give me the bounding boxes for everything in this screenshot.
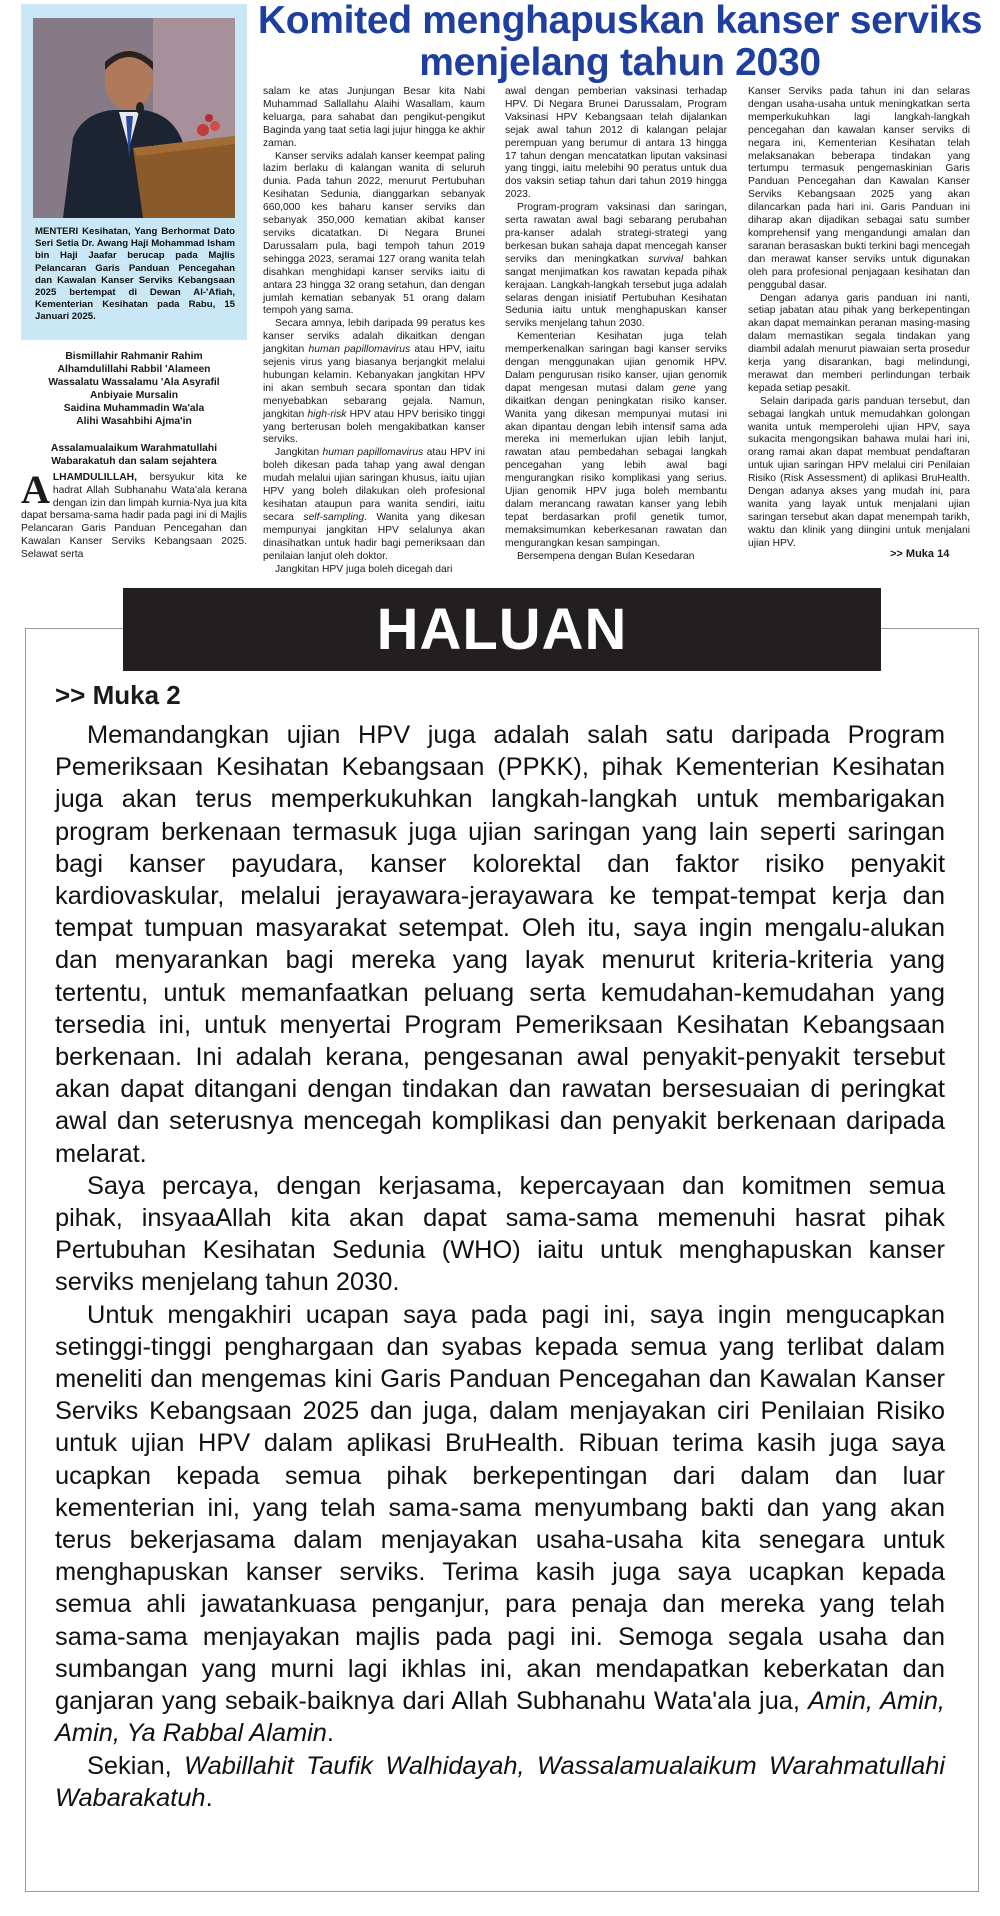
minister-photo — [33, 18, 235, 218]
text-run: . — [326, 1719, 334, 1748]
text-run: Untuk mengakhiri ucapan saya pada pagi ini, saya ingin mengucapkan setinggi-tinggi penghargaan dan syabas kepada semua yang terlibat dalam meneliti dan mengemas kini Garis Panduan Pencegahan dan Kawalan Kanser Serviks Kebangsaan 2025 dan juga, dalam menjayakan ciri Penilaian Risiko untuk ujian HPV dalam aplikasi BruHealth. Ribuan terima kasih juga saya ucapkan kepada semua pihak berkepentingan dari dalam dan luar kementerian ini, yang telah sama-sama menyumbang bakti dan yang akan terus bekerjasama dalam menjayakan usaha-usaha kita senegara untuk menghapuskan kanser serviks. Terima kasih juga saya ucapkan kepada semua ahli jawatankuasa penganjur, para penaja dan mereka yang telah sama-sama menjayakan majlis pada pagi ini. Semoga segala usaha dan sumbangan yang murni lagi ikhlas ini, akan mendapatkan keberkatan dan ganjaran yang sebaik-baiknya dari Allah Subhanahu Wata'ala jua, — [55, 1300, 945, 1716]
article-top — [0, 0, 1000, 575]
text-run: atau HPV, iaitu sejenis virus yang biasanya berjangkit melalui hubungan kelamin. Kebanyakan jangkitan HPV ini akan sembuh secara spontan dan tidak menyebabkan sebarang gejala. Namun, jangkitan — [263, 344, 485, 420]
paragraph: Bersempena dengan Bulan Kesedaran — [517, 550, 695, 562]
paragraph — [263, 447, 485, 563]
paragraph: salam ke atas Junjungan Besar kita Nabi Muhammad Sallallahu Alaihi Wasallam, kaum keluarga, para sahabat dan pengikut-pengikut Baginda yang taat setia lagi jujur hingga ke akhir zaman. — [263, 86, 485, 149]
text-run: . Wanita yang dikesan mempunyai jangkitan HPV selalunya akan dinasihatkan untuk hadir bagi pemeriksaan dan penilaian lanjut oleh doktor. — [263, 511, 485, 562]
salam-line: Wabarakatuh dan salam sejahtera — [51, 456, 217, 467]
italic-term: human papillomavirus — [322, 447, 424, 459]
lead-word: LHAMDULILLAH, — [52, 472, 137, 483]
continued-from-label: >> Muka 2 — [55, 680, 181, 710]
text-run: HPV atau HPV berisiko tinggi yang berterusan boleh mengakibatkan kanser serviks. — [263, 408, 485, 446]
greeting-line: Alihi Wasahbihi Ajma'in — [76, 416, 192, 427]
section-banner: HALUAN — [123, 588, 881, 671]
drop-cap: A — [21, 467, 50, 512]
opening-greeting — [21, 350, 247, 468]
greeting-line: Alhamdulillahi Rabbil 'Alameen — [57, 364, 211, 375]
text-run: Jangkitan — [275, 447, 323, 459]
continued-article-text — [55, 719, 945, 1814]
paragraph: Saya percaya, dengan kerjasama, kepercayaan dan komitmen semua pihak, insyaaAllah kita akan dapat sama-sama memenuhi hasrat pihak Pertubuhan Kesihatan Sedunia (WHO) iaitu untuk menghapuskan kanser serviks menjelang tahun 2030. — [55, 1171, 945, 1297]
photo-panel — [21, 4, 247, 340]
paragraph: Dengan adanya garis panduan ini nanti, setiap jabatan atau pihak yang berkepentingan akan dapat memainkan peranan masing-masing dalam memastikan segala tindakan yang diambil adalah menurut piawaian serta prosedur kerja yang disarankan, bagi melindungi, merawat dan memberi perlindungan terbaik kepada setiap pesakit. — [748, 292, 970, 394]
text-run: Program-program vaksinasi dan saringan, serta rawatan awal bagi sebarang perubahan pra-kanser adalah strategi-strategi yang berkesan bukan sahaja dapat mencegah kanser serviks dan meningkatkan — [505, 202, 727, 265]
greeting-line: Bismillahir Rahmanir Rahim — [65, 351, 203, 362]
greeting-line: Saidina Muhammadin Wa'ala — [63, 403, 205, 414]
photo-caption: MENTERI Kesihatan, Yang Berhormat Dato Seri Setia Dr. Awang Haji Mohammad Isham bin Haji Jaafar berucap pada Majlis Pelancaran Garis Panduan Pencegahan dan Kawalan Kanser Serviks Kebangsaan 2025 bertempat di Dewan Al-'Afiah, Kementerian Kesihatan pada Rabu, 15 Januari 2025. — [35, 226, 235, 323]
text-run: Kementerian Kesihatan juga telah memperkenalkan saringan bagi kanser serviks dengan menggunakan ujian genomik HPV. Dalam pengurusan risiko kanser, ujian genomik dapat mengesan mutasi dalam — [505, 331, 727, 394]
greeting-line: Anbiyaie Mursalin — [89, 390, 179, 401]
paragraph-text: bersyukur kita ke hadrat Allah Subhanahu Wata'ala kerana dengan izin dan limpah kurnia-Nya jua kita dapat bersama-sama hadir pada pagi ini di Majlis Pelancaran Garis Panduan Pencegahan dan Kawalan Kanser Serviks Kebangsaan 2025. Selawat serta — [21, 472, 247, 560]
text-run: Sekian, — [87, 1751, 185, 1780]
paragraph: Selain daripada garis panduan tersebut, dan sebagai langkah untuk memudahkan golongan wanita untuk memperolehi ujian HPV, saya sukacita mengongsikan bahawa mulai hari ini, orang ramai akan dapat membuat pendaftaran untuk ujian saringan HPV melalui ciri Penilaian Risiko (Risk Assessment) di aplikasi BruHealth. Dengan adanya akses yang mudah ini, para wanita yang layak untuk menjalani ujian saringan tersebut akan dapat menempah tarikh, waktu dan klinik yang diingini untuk menjalani ujian HPV. — [748, 395, 970, 549]
italic-term: gene — [672, 382, 696, 394]
paragraph: Memandangkan ujian HPV juga adalah salah satu daripada Program Pemeriksaan Kesihatan Kebangsaan (PPKK), pihak Kementerian Kesihatan juga akan terus memperkukuhkan langkah-langkah untuk membarigakan program berkenaan termasuk juga ujian saringan yang lain seperti saringan bagi kanser payudara, kanser kolorektal dan faktor risiko penyakit kardiovaskular, melalui jerayawara-jerayawara ke tempat-tempat kerja dan tempat tumpuan masyarakat setempat. Oleh itu, saya ingin mengalu-alukan dan menyarankan bagi mereka yang layak menurut kriteria-kriteria yang tertentu, untuk memanfaatkan peluang serta kemudahan-kemudahan yang tersedia ini, untuk menyertai Program Pemeriksaan Kesihatan Kebangsaan berkenaan. Ini adalah kerana, pengesanan awal penyakit-penyakit tersebut akan dapat ditangani dengan tindakan dan rawatan bersesuaian di peringkat awal dan seterusnya mencegah komplikasi dan penyakit berkenaan daripada melarat. — [55, 721, 945, 1168]
text-run: yang dikaitkan dengan peningkatan risiko kanser. Wanita yang dikesan mempunyai mutasi ini akan dipantau dengan lebih intensif sama ada mereka ini memerlukan ujian lebih lanjut, rawatan atau pembedahan sebagai langkah pencegahan yang lebih awal bagi mengurangkan risiko komplikasi yang serius. Ujian genomik HPV juga boleh membantu dalam merancang rawatan kanser yang lebih tepat berdasarkan profil genetik tumor, memaksimumkan keberkesanan rawatan dan mengurangkan kesan sampingan. — [505, 382, 727, 549]
paragraph: Kanser Serviks pada tahun ini dan selaras dengan usaha-usaha untuk meningkatkan serta memperkukuhkan lagi langkah-langkah pencegahan dan kawalan kanser serviks di negara ini, Kementerian Kesihatan telah melaksanakan beberapa tindakan yang tertumpu termasuk pengemaskinian Garis Panduan Pencegahan dan Kawalan Kanser Serviks Kebangsaan 2025 yang akan dilancarkan pada hari ini. Garis Panduan ini diharap akan dijadikan sebagai satu sumber komprehensif yang mengandungi amalan dan saranan berasaskan bukti terkini bagi mencegah dan merawat kanser serviks untuk digunakan oleh para profesional penjagaan kesihatan dan penggubal dasar. — [748, 86, 970, 291]
headline: Komited menghapuskan kanser serviks menjelang tahun 2030 — [257, 0, 983, 84]
text-run: . — [205, 1783, 213, 1812]
paragraph — [55, 1750, 945, 1814]
greeting-line: Wassalatu Wassalamu 'Ala Asyrafil — [48, 377, 220, 388]
salam-line: Assalamualaikum Warahmatullahi — [50, 443, 218, 454]
text-run: atau HPV ini boleh dikesan pada tahap yang awal dengan mudah melalui ujian saringan khusus, iaitu ujian HPV yang boleh dilakukan oleh profesional kesihatan ataupun para wanita sendiri, iaitu secara — [263, 447, 485, 523]
paragraph: awal dengan pemberian vaksinasi terhadap HPV. Di Negara Brunei Darussalam, Program Vaksinasi HPV Kebangsaan telah dijalankan sejak awal tahun 2012 di kalangan pelajar perempuan yang berumur di antara 13 hingga 17 tahun dengan mencatatkan liputan vaksinasi yang tinggi, iaitu melebihi 90 peratus untuk dua dos vaksin setiap tahun dari tahun 2019 hingga 2023. — [505, 86, 727, 201]
column-3 — [505, 86, 727, 564]
italic-term: human papillomavirus — [308, 344, 411, 356]
paragraph — [55, 1299, 945, 1750]
italic-term: self-sampling — [303, 511, 365, 523]
paragraph — [505, 202, 727, 331]
column-1-text — [21, 467, 247, 562]
paragraph: Jangkitan HPV juga boleh dicegah dari — [275, 563, 453, 575]
column-4 — [748, 86, 970, 551]
italic-closing: Amin, Amin, Amin, Ya Rabbal Alamin — [55, 1687, 945, 1748]
paragraph — [505, 331, 727, 550]
italic-term: survival — [648, 253, 684, 265]
continued-link[interactable]: >> Muka 14 — [890, 548, 950, 560]
italic-closing: Wabillahit Taufik Walhidayah, Wassalamualaikum Warahmatullahi Wabarakatuh — [55, 1751, 945, 1812]
paragraph — [263, 318, 485, 447]
text-run: Secara amnya, lebih daripada 99 peratus kes kanser serviks adalah dikaitkan dengan jangkitan — [263, 318, 485, 356]
italic-term: high-risk — [307, 408, 347, 420]
column-2 — [263, 86, 485, 576]
paragraph: Kanser serviks adalah kanser keempat paling lazim berlaku di kalangan wanita di seluruh dunia. Pada tahun 2022, menurut Pertubuhan Kesihatan Sedunia, dianggarkan sebanyak 660,000 kes baharu kanser serviks dan sebanyak 350,000 kematian akibat kanser serviks dicatatkan. Di Negara Brunei Darussalam pula, bagi tempoh tahun 2019 sehingga 2023, seramai 127 orang wanita telah disahkan menghidapi kanser serviks iaitu di antara 23 hingga 32 orang setahun, dan dengan jumlah kematian sebanyak 51 orang dalam tempoh yang sama. — [263, 150, 485, 317]
text-run: bahkan sangat menjimatkan kos rawatan kepada pihak kerajaan. Langkah-langkah tersebut juga adalah selaras dengan inisiatif Pertubuhan Kesihatan Sedunia iaitu untuk menghapuskan kanser serviks menjelang tahun 2030. — [505, 253, 727, 330]
